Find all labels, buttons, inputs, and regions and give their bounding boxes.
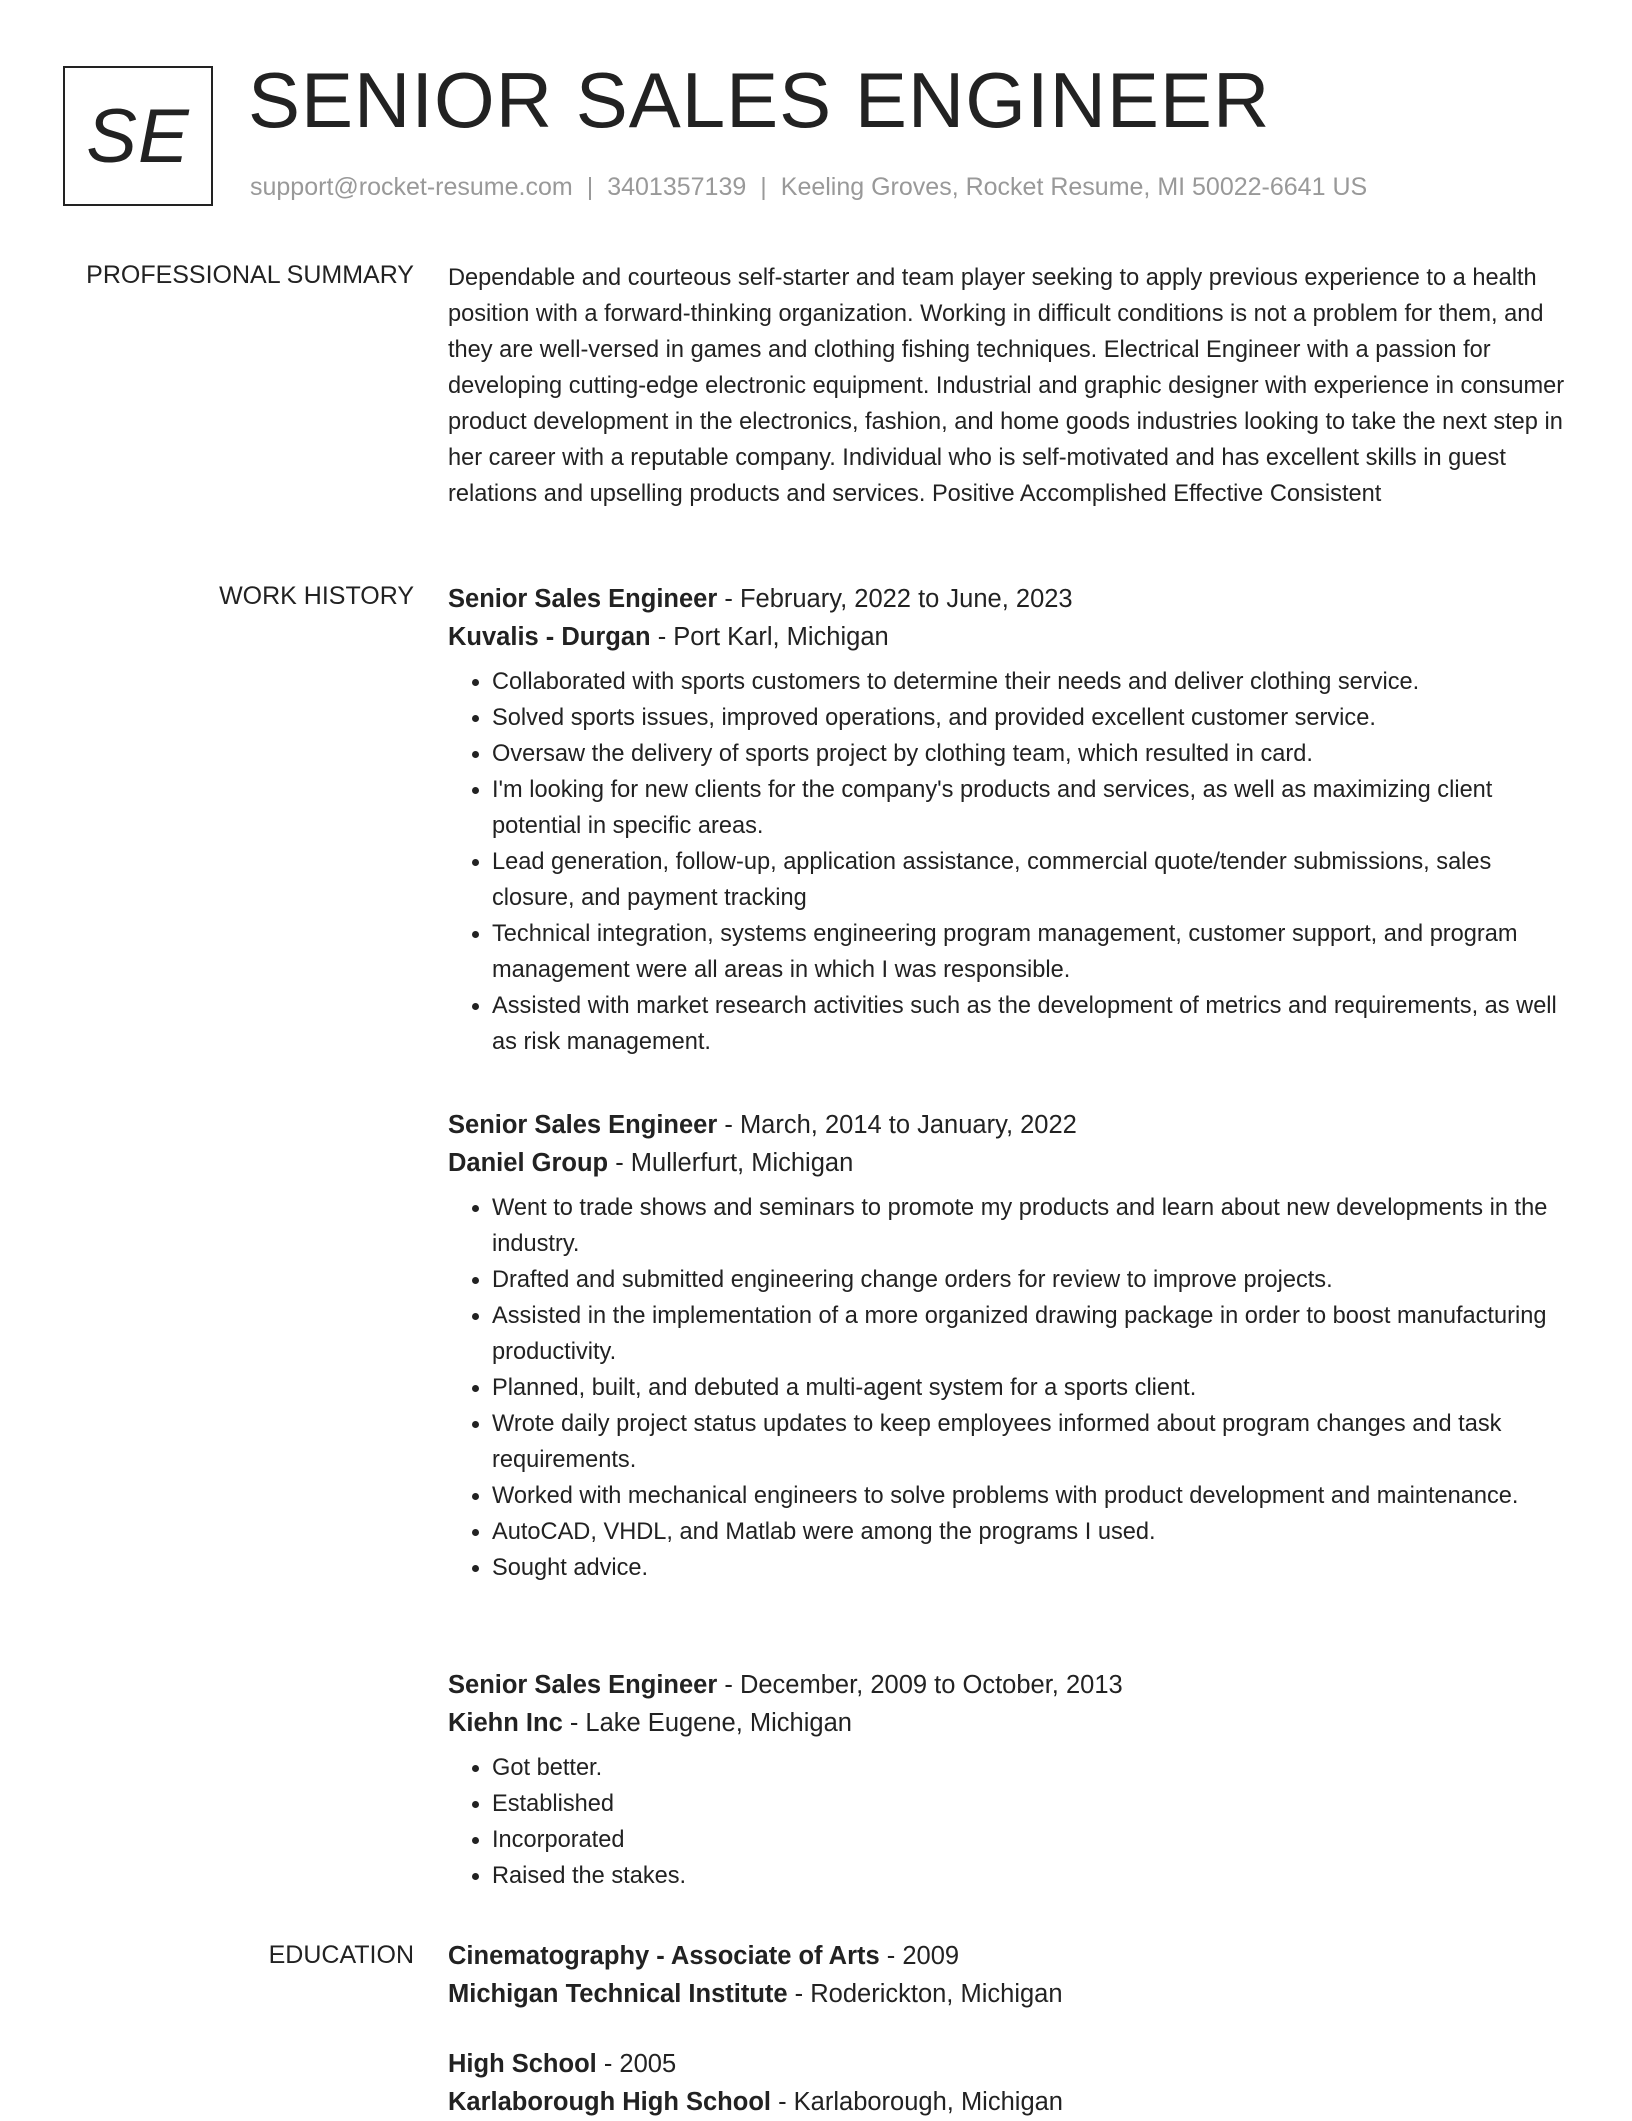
monogram-logo: SE [63,66,213,206]
job-title: Senior Sales Engineer [448,1671,718,1699]
list-item: • Oversaw the delivery of sports project by clothing team, which resulted in card. [492,736,1568,772]
education-entry [448,1937,1568,2013]
job-company-line [448,1144,1568,1182]
job-title-line [448,1666,1568,1704]
degree: High School [448,2050,597,2078]
contact-phone[interactable]: 3401357139 [607,173,747,201]
job-entry [448,1666,1568,1894]
contact-separator: | [586,173,594,201]
list-item: • AutoCAD, VHDL, and Matlab were among the programs I used. [492,1514,1568,1550]
graduation-year: - 2005 [596,2050,677,2078]
job-company: Daniel Group [448,1149,609,1177]
degree: Cinematography - Associate of Arts [448,1942,880,1970]
list-item: • Drafted and submitted engineering change orders for review to improve projects. [492,1262,1568,1298]
job-company-line [448,618,1568,656]
list-item: • Assisted with market research activities such as the development of metrics and requirements, as well as risk management. [492,988,1568,1060]
contact-email[interactable]: support@rocket-resume.com [250,173,573,201]
job-company: Kiehn Inc [448,1709,563,1737]
list-item: • Collaborated with sports customers to determine their needs and deliver clothing service. [492,664,1568,700]
job-company: Kuvalis - Durgan [448,623,651,651]
summary-section-label: PROFESSIONAL SUMMARY [86,261,414,289]
job-entry [448,580,1568,1060]
list-item: • Assisted in the implementation of a more organized drawing package in order to boost manufacturing productivity. [492,1298,1568,1370]
job-bullets [448,1190,1568,1586]
school-line [448,1975,1568,2013]
job-entry [448,1106,1568,1586]
school-location: - Karlaborough, Michigan [771,2088,1063,2116]
job-title: Senior Sales Engineer [448,1111,718,1139]
list-item: • Solved sports issues, improved operations, and provided excellent customer service. [492,700,1568,736]
school-line [448,2083,1568,2121]
education-entry [448,2045,1568,2121]
job-bullets [448,664,1568,1060]
list-item: • Sought advice. [492,1550,1568,1586]
contact-line [250,173,1367,202]
list-item: • Incorporated [492,1822,1568,1858]
list-item: • Got better. [492,1750,1568,1786]
school: Karlaborough High School [448,2088,771,2116]
summary-section [448,260,1568,512]
contact-address: Keeling Groves, Rocket Resume, MI 50022-6641 US [780,173,1368,201]
job-location: - Port Karl, Michigan [650,623,889,651]
list-item: • Wrote daily project status updates to keep employees informed about program changes and task requirements. [492,1406,1568,1478]
job-dates: - December, 2009 to October, 2013 [717,1671,1123,1699]
contact-separator: | [760,173,767,201]
job-company-line [448,1704,1568,1742]
job-bullets [448,1750,1568,1894]
list-item: • Went to trade shows and seminars to promote my products and learn about new developments in the industry. [492,1190,1568,1262]
job-dates: - March, 2014 to January, 2022 [717,1111,1077,1139]
list-item: • Worked with mechanical engineers to solve problems with product development and maintenance. [492,1478,1568,1514]
degree-line [448,2045,1568,2083]
list-item: • Lead generation, follow-up, application assistance, commercial quote/tender submissions, sales closure, and payment tracking [492,844,1568,916]
school: Michigan Technical Institute [448,1980,788,2008]
list-item: • Planned, built, and debuted a multi-agent system for a sports client. [492,1370,1568,1406]
list-item: • Raised the stakes. [492,1858,1568,1894]
graduation-year: - 2009 [879,1942,960,1970]
summary-text: Dependable and courteous self-starter and team player seeking to apply previous experience to a health position with a forward-thinking organization. Working in difficult conditions is not a problem for them, and they are well-versed in games and clothing fishing techniques. Electrical Engineer with a passion for developing cutting-edge electronic equipment. Industrial and graphic designer with experience in consumer product development in the electronics, fashion, and home goods industries looking to take the next step in her career with a reputable company. Individual who is self-motivated and has excellent skills in guest relations and upselling products and services. Positive Accomplished Effective Consistent [448,265,1565,507]
job-title: Senior Sales Engineer [448,585,718,613]
page-title: SENIOR SALES ENGINEER [248,56,1271,144]
job-location: - Lake Eugene, Michigan [562,1709,852,1737]
list-item: • Technical integration, systems engineering program management, customer support, and program management were all areas in which I was responsible. [492,916,1568,988]
job-location: - Mullerfurt, Michigan [608,1149,854,1177]
job-dates: - February, 2022 to June, 2023 [717,585,1073,613]
education-section-label: EDUCATION [268,1941,414,1969]
job-title-line [448,580,1568,618]
list-item: • I'm looking for new clients for the company's products and services, as well as maximizing client potential in specific areas. [492,772,1568,844]
work-history-section-label: WORK HISTORY [219,582,414,610]
list-item: • Established [492,1786,1568,1822]
degree-line [448,1937,1568,1975]
job-title-line [448,1106,1568,1144]
school-location: - Roderickton, Michigan [787,1980,1063,2008]
